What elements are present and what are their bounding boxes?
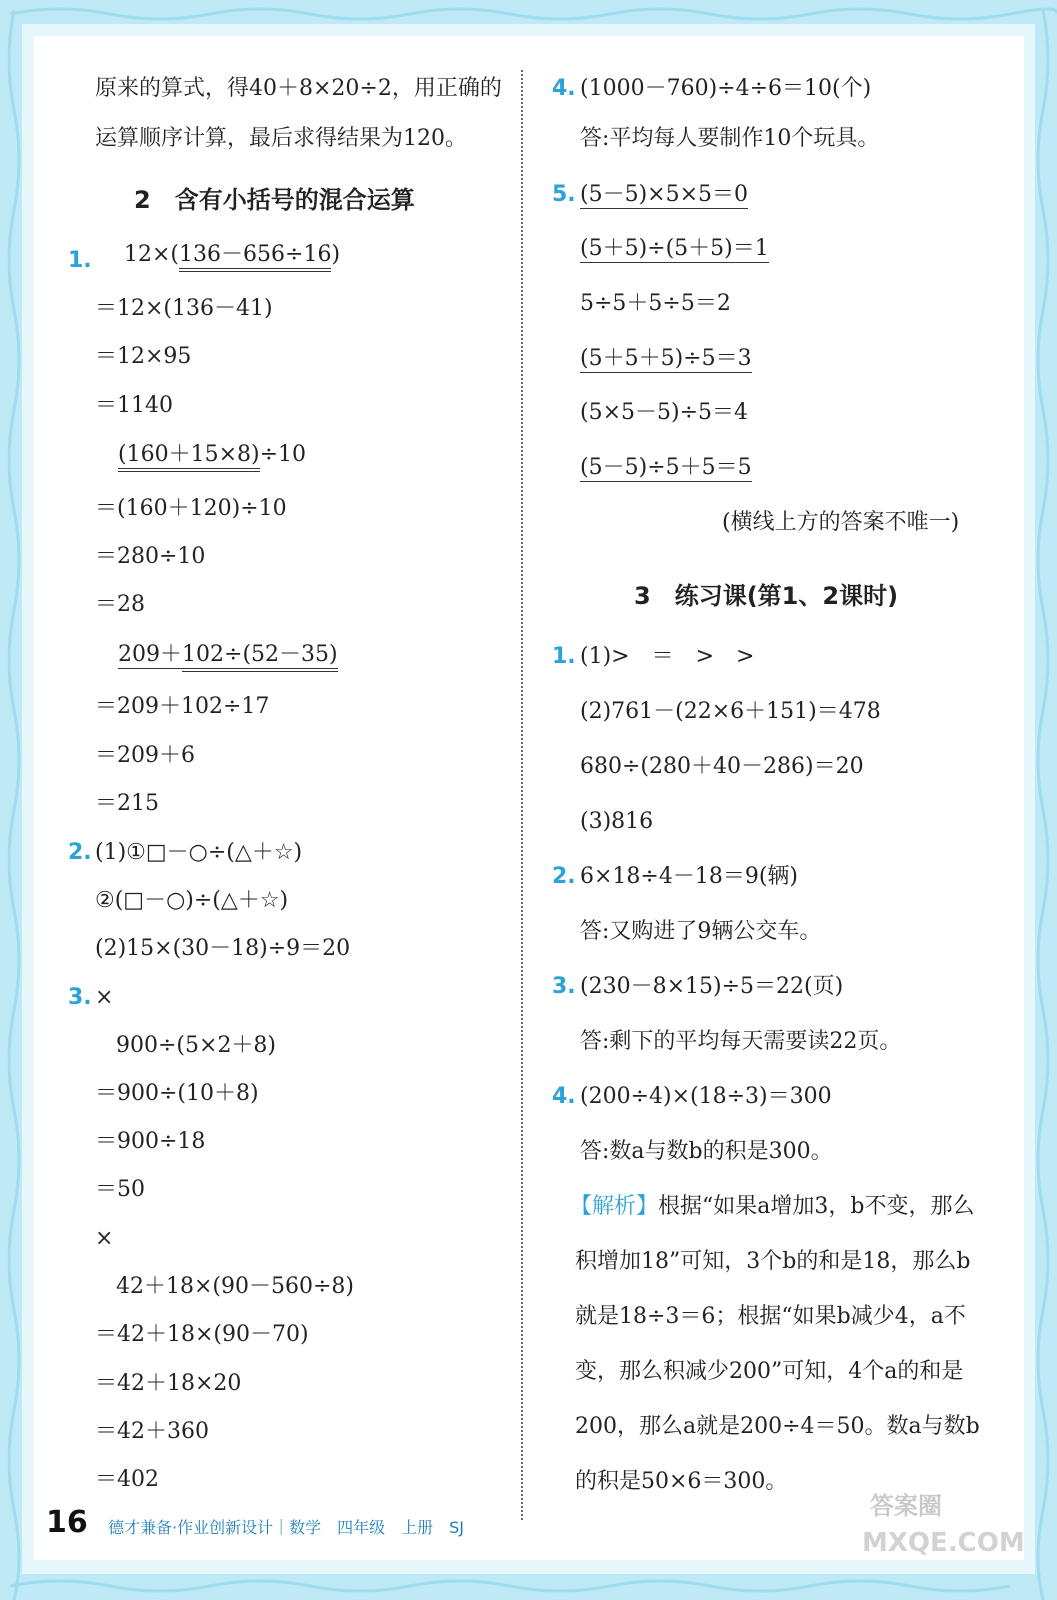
- r-p4-explanation-1: [570, 1192, 974, 1222]
- q1-expression-c: [118, 640, 338, 670]
- r-p4-expression: (200÷4)×(18÷3)＝300: [580, 1084, 832, 1109]
- r-p4-explanation-5: 200，那么a就是200÷4＝50。数a与数b: [575, 1414, 980, 1439]
- r-q4-expression: (1000－760)÷4÷6＝10(个): [580, 76, 872, 101]
- r-q5-line-5: (5×5－5)÷5＝4: [580, 400, 749, 425]
- q3-b-line-1: ＝42＋18×(90－70): [95, 1322, 309, 1347]
- watermark-logo: 答案圈: [870, 1492, 942, 1520]
- q1-c-step-1: ＝209＋102÷17: [95, 694, 270, 719]
- text: (5－5)×5×5＝0: [580, 182, 749, 207]
- text: (5－5)÷5＋5＝5: [580, 455, 752, 480]
- text: 102÷: [182, 642, 243, 667]
- r-p2-number: 2.: [552, 864, 576, 889]
- column-divider: [521, 70, 523, 1520]
- r-p1-line-4: (3)816: [580, 809, 654, 834]
- text: (: [118, 442, 127, 467]
- analysis-tag: 【解析】: [570, 1194, 659, 1219]
- q2-line-3: (2)15×(30－18)÷9＝20: [95, 936, 351, 961]
- section-title-2: 2 含有小括号的混合运算: [134, 186, 415, 214]
- q3-b-line-0: 42＋18×(90－560÷8): [116, 1274, 355, 1299]
- r-p1-line-2: (2)761－(22×6＋151)＝478: [580, 699, 881, 724]
- q1-expression-b: [118, 440, 306, 470]
- q1-b-step-1: ＝(160＋120)÷10: [95, 496, 287, 521]
- section-title-3: 3 练习课(第1、2课时): [634, 582, 899, 610]
- q3-a-line-2: ＝900÷18: [95, 1129, 206, 1154]
- q3-b-line-2: ＝42＋18×20: [95, 1371, 242, 1396]
- q3-b-line-3: ＝42＋360: [95, 1419, 209, 1444]
- q3-b-line-4: ＝402: [95, 1467, 159, 1492]
- r-q5-line-6: [580, 453, 752, 483]
- r-q5-line-3: 5÷5＋5÷5＝2: [580, 291, 731, 316]
- q2-number: 2.: [68, 840, 92, 865]
- r-p2-answer: 答:又购进了9辆公交车。: [580, 919, 822, 944]
- text: ÷10: [259, 442, 307, 467]
- q2-line-2: ②(□－○)÷(△＋☆): [95, 888, 289, 913]
- q1-c-step-3: ＝215: [95, 791, 159, 816]
- r-p2-expression: 6×18÷4－18＝9(辆): [580, 864, 799, 889]
- r-p4-explanation-4: 变，那么积减少200”可知，4个a的和是: [575, 1359, 964, 1384]
- r-p3-expression: (230－8×15)÷5＝22(页): [580, 974, 844, 999]
- q1-b-step-3: ＝28: [95, 592, 145, 617]
- q1-b-step-2: ＝280÷10: [95, 544, 206, 569]
- r-p4-explanation-6: 的积是50×6＝300。: [575, 1469, 788, 1494]
- q3-mark-1: ×: [95, 985, 114, 1010]
- intro-line-1: 原来的算式，得40＋8×20÷2，用正确的: [95, 76, 502, 101]
- text: 12×(: [124, 242, 180, 267]
- text: 15×8: [190, 442, 252, 467]
- q1-a-step-1: ＝12×(136－41): [95, 296, 273, 321]
- r-p1-line-1: (1)> ＝ > >: [580, 644, 755, 669]
- text: (5＋5)÷(5＋5)＝1: [580, 236, 769, 261]
- r-p4-explanation-2: 积增加18”可知，3个b的和是18，那么b: [575, 1249, 971, 1274]
- r-q5-number: 5.: [552, 182, 576, 207]
- r-q4-number: 4.: [552, 76, 576, 101]
- text: 160＋: [126, 442, 191, 467]
- r-p4-answer: 答:数a与数b的积是300。: [580, 1139, 833, 1164]
- text: 根据“如果a增加3，b不变，那么: [658, 1194, 975, 1219]
- r-q5-line-4: [580, 344, 752, 374]
- q3-mark-2: ×: [95, 1226, 114, 1251]
- text: (5＋5＋5)÷5＝3: [580, 346, 752, 371]
- r-p4-number: 4.: [552, 1084, 576, 1109]
- q1-a-step-2: ＝12×95: [95, 344, 192, 369]
- watermark-site: MXQE.COM: [862, 1528, 1025, 1558]
- r-p1-number: 1.: [552, 644, 576, 669]
- r-q5-line-1: [580, 180, 748, 210]
- r-q5-note: (横线上方的答案不唯一): [722, 510, 960, 535]
- q1-a-step-3: ＝1140: [95, 393, 173, 418]
- text: (52－35): [242, 642, 338, 667]
- text: 656÷16: [243, 242, 332, 267]
- r-q5-line-2: [580, 234, 769, 264]
- r-p4-explanation-3: 就是18÷3＝6；根据“如果b减少4，a不: [575, 1304, 966, 1329]
- q3-a-line-1: ＝900÷(10＋8): [95, 1081, 259, 1106]
- r-q4-answer: 答:平均每人要制作10个玩具。: [580, 126, 880, 151]
- q3-a-line-3: ＝50: [95, 1177, 145, 1202]
- q3-number: 3.: [68, 985, 92, 1010]
- intro-line-2: 运算顺序计算，最后求得结果为120。: [95, 126, 467, 151]
- q3-a-line-0: 900÷(5×2＋8): [116, 1033, 277, 1058]
- r-p3-number: 3.: [552, 974, 576, 999]
- r-p3-answer: 答:剩下的平均每天需要读22页。: [580, 1029, 902, 1054]
- q2-line-1: (1)①□－○÷(△＋☆): [95, 840, 303, 865]
- text: ): [331, 242, 341, 267]
- q1-c-step-2: ＝209＋6: [95, 743, 195, 768]
- q1-expression-a: [124, 240, 340, 270]
- text: ): [251, 442, 260, 467]
- text: 209＋: [118, 642, 182, 667]
- page-number: 16: [46, 1505, 88, 1540]
- r-p1-line-3: 680÷(280＋40－286)＝20: [580, 754, 864, 779]
- book-title: 德才兼备·作业创新设计｜数学 四年级 上册 SJ: [108, 1518, 464, 1537]
- text: 136－: [179, 242, 244, 267]
- q1-number: 1.: [68, 248, 92, 273]
